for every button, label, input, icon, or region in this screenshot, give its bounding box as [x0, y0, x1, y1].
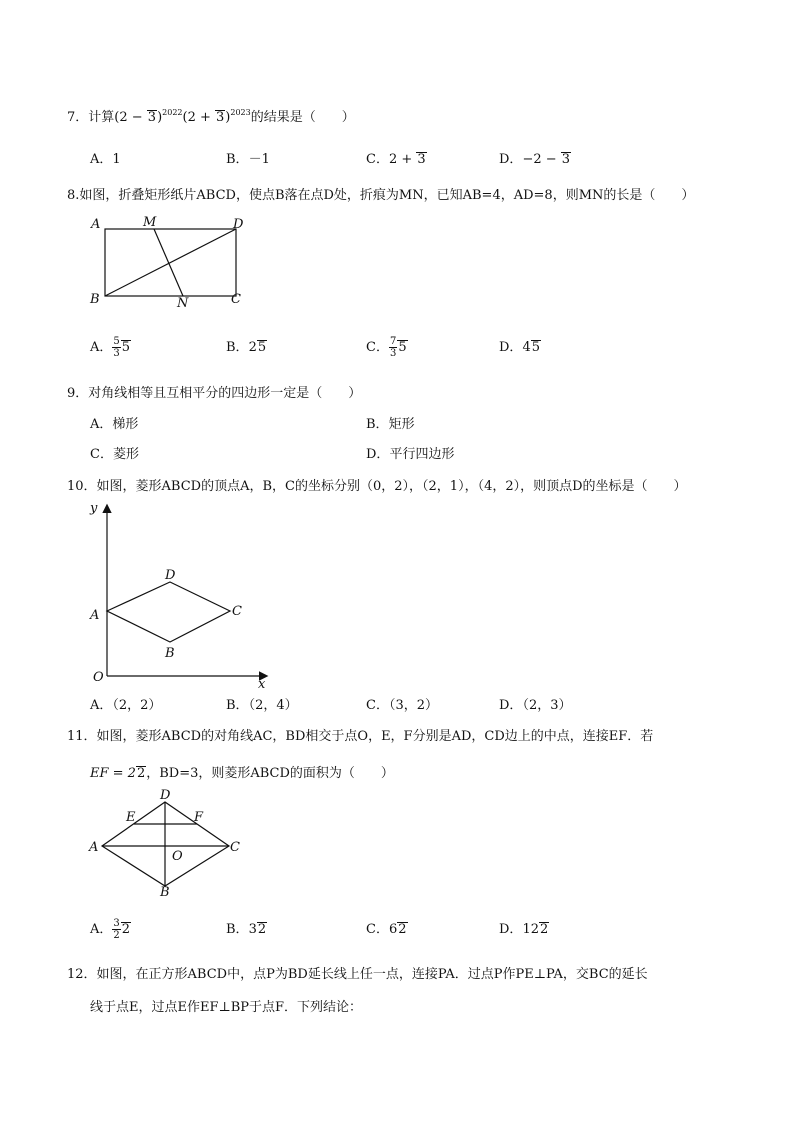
q9-option-c[interactable]: C．菱形	[90, 447, 139, 462]
label-x: x	[258, 677, 266, 692]
question-12-stem-line2: 线于点E，过点E作EF⊥BP于点F．下列结论：	[90, 1000, 363, 1015]
label-m: M	[143, 215, 157, 230]
q9-option-a[interactable]: A．梯形	[90, 417, 139, 432]
label-a: A	[89, 840, 99, 855]
q10-option-b[interactable]: B．（2，4）	[226, 698, 298, 713]
sqrt-symbol: 3	[417, 152, 426, 167]
q11-option-b[interactable]: B．32	[226, 922, 267, 937]
question-12-stem-line1: 12．如图，在正方形ABCD中，点P为BD延长线上任一点，连接PA．过点P作PE⊥PA，交BC的延长	[67, 967, 648, 982]
label-d: D	[160, 788, 171, 803]
label-o: O	[93, 670, 104, 685]
sqrt-symbol: 2	[121, 922, 131, 937]
label-b: B	[90, 292, 100, 307]
question-8-stem: 8.如图，折叠矩形纸片ABCD，使点B落在点D处，折痕为MN，已知AB=4，AD=8，则MN的长是（ ）	[67, 188, 695, 203]
label-n: N	[177, 296, 189, 311]
label-c: C	[232, 604, 242, 619]
q8-option-a[interactable]: A． $\frac{5}{3}$ 5	[90, 336, 131, 359]
sqrt-symbol: 5	[121, 340, 131, 355]
fraction: $\frac{5}{3}$	[113, 336, 120, 359]
sqrt-symbol: 5	[398, 340, 407, 355]
question-10-stem: 10．如图，菱形ABCD的顶点A，B，C的坐标分别（0，2），（2，1），（4，2），则顶点D的坐标是（ ）	[67, 479, 687, 494]
label-d: D	[165, 568, 176, 583]
label-c: C	[231, 292, 241, 307]
sqrt-symbol: 2	[257, 922, 267, 937]
q7-option-d[interactable]: D．−2 − 3	[499, 152, 571, 167]
question-11-stem-line1: 11．如图，菱形ABCD的对角线AC，BD相交于点O，E，F分别是AD，CD边上的中点，连接EF．若	[67, 729, 654, 744]
question-7-stem: 7．计算$(2 - 3)^{2022}(2 + 3)^{2023}$的结果是（ ）	[67, 108, 355, 125]
q11-rhombus-figure	[86, 790, 256, 900]
q8-option-c[interactable]: C． $\frac{7}{3}$ 5	[366, 336, 407, 359]
sqrt-symbol: 2	[539, 922, 549, 937]
label-b: B	[160, 885, 170, 900]
label-y: y	[90, 501, 98, 516]
sqrt-symbol: 5	[531, 340, 540, 355]
q8-option-d[interactable]: D．45	[499, 340, 540, 355]
q10-coordinate-figure	[86, 500, 276, 690]
sqrt-symbol: 2	[136, 766, 146, 781]
sqrt-symbol: 5	[257, 340, 267, 355]
question-9-stem: 9．对角线相等且互相平分的四边形一定是（ ）	[67, 386, 362, 401]
q11-option-a[interactable]: A． $\frac{3}{2}$ 2	[90, 918, 131, 941]
label-d: D	[233, 217, 244, 232]
q7-option-b[interactable]: B．－1	[226, 152, 270, 167]
q8-option-b[interactable]: B．25	[226, 340, 267, 355]
label-f: F	[194, 810, 204, 825]
q7-expression: $(2 - 3)^{2022}(2 + 3)^{2023}$	[114, 108, 251, 125]
q11-option-d[interactable]: D．122	[499, 922, 549, 937]
q7-option-a[interactable]: A．1	[90, 152, 121, 167]
q9-option-b[interactable]: B．矩形	[366, 417, 415, 432]
label-b: B	[165, 646, 175, 661]
sqrt-symbol: 2	[398, 922, 407, 937]
label-e: E	[126, 810, 136, 825]
label-c: C	[230, 840, 240, 855]
q10-option-a[interactable]: A．（2，2）	[90, 698, 162, 713]
fraction: $\frac{7}{3}$	[389, 336, 397, 359]
label-a: A	[90, 608, 100, 623]
q10-option-c[interactable]: C．（3，2）	[366, 698, 438, 713]
sqrt-symbol: 3	[147, 110, 157, 125]
q9-option-d[interactable]: D．平行四边形	[366, 447, 455, 462]
sqrt-symbol: 3	[216, 110, 225, 125]
q8-rectangle-figure	[88, 212, 258, 312]
q7-option-c[interactable]: C．2 + 3	[366, 152, 426, 167]
fraction: $\frac{3}{2}$	[113, 918, 120, 941]
question-11-stem-line2: EF = 22，BD=3，则菱形ABCD的面积为（ ）	[90, 766, 394, 781]
sqrt-symbol: 3	[561, 152, 571, 167]
q10-option-d[interactable]: D．（2，3）	[499, 698, 572, 713]
label-a: A	[91, 217, 101, 232]
label-o: O	[172, 849, 183, 864]
q11-option-c[interactable]: C．62	[366, 922, 407, 937]
